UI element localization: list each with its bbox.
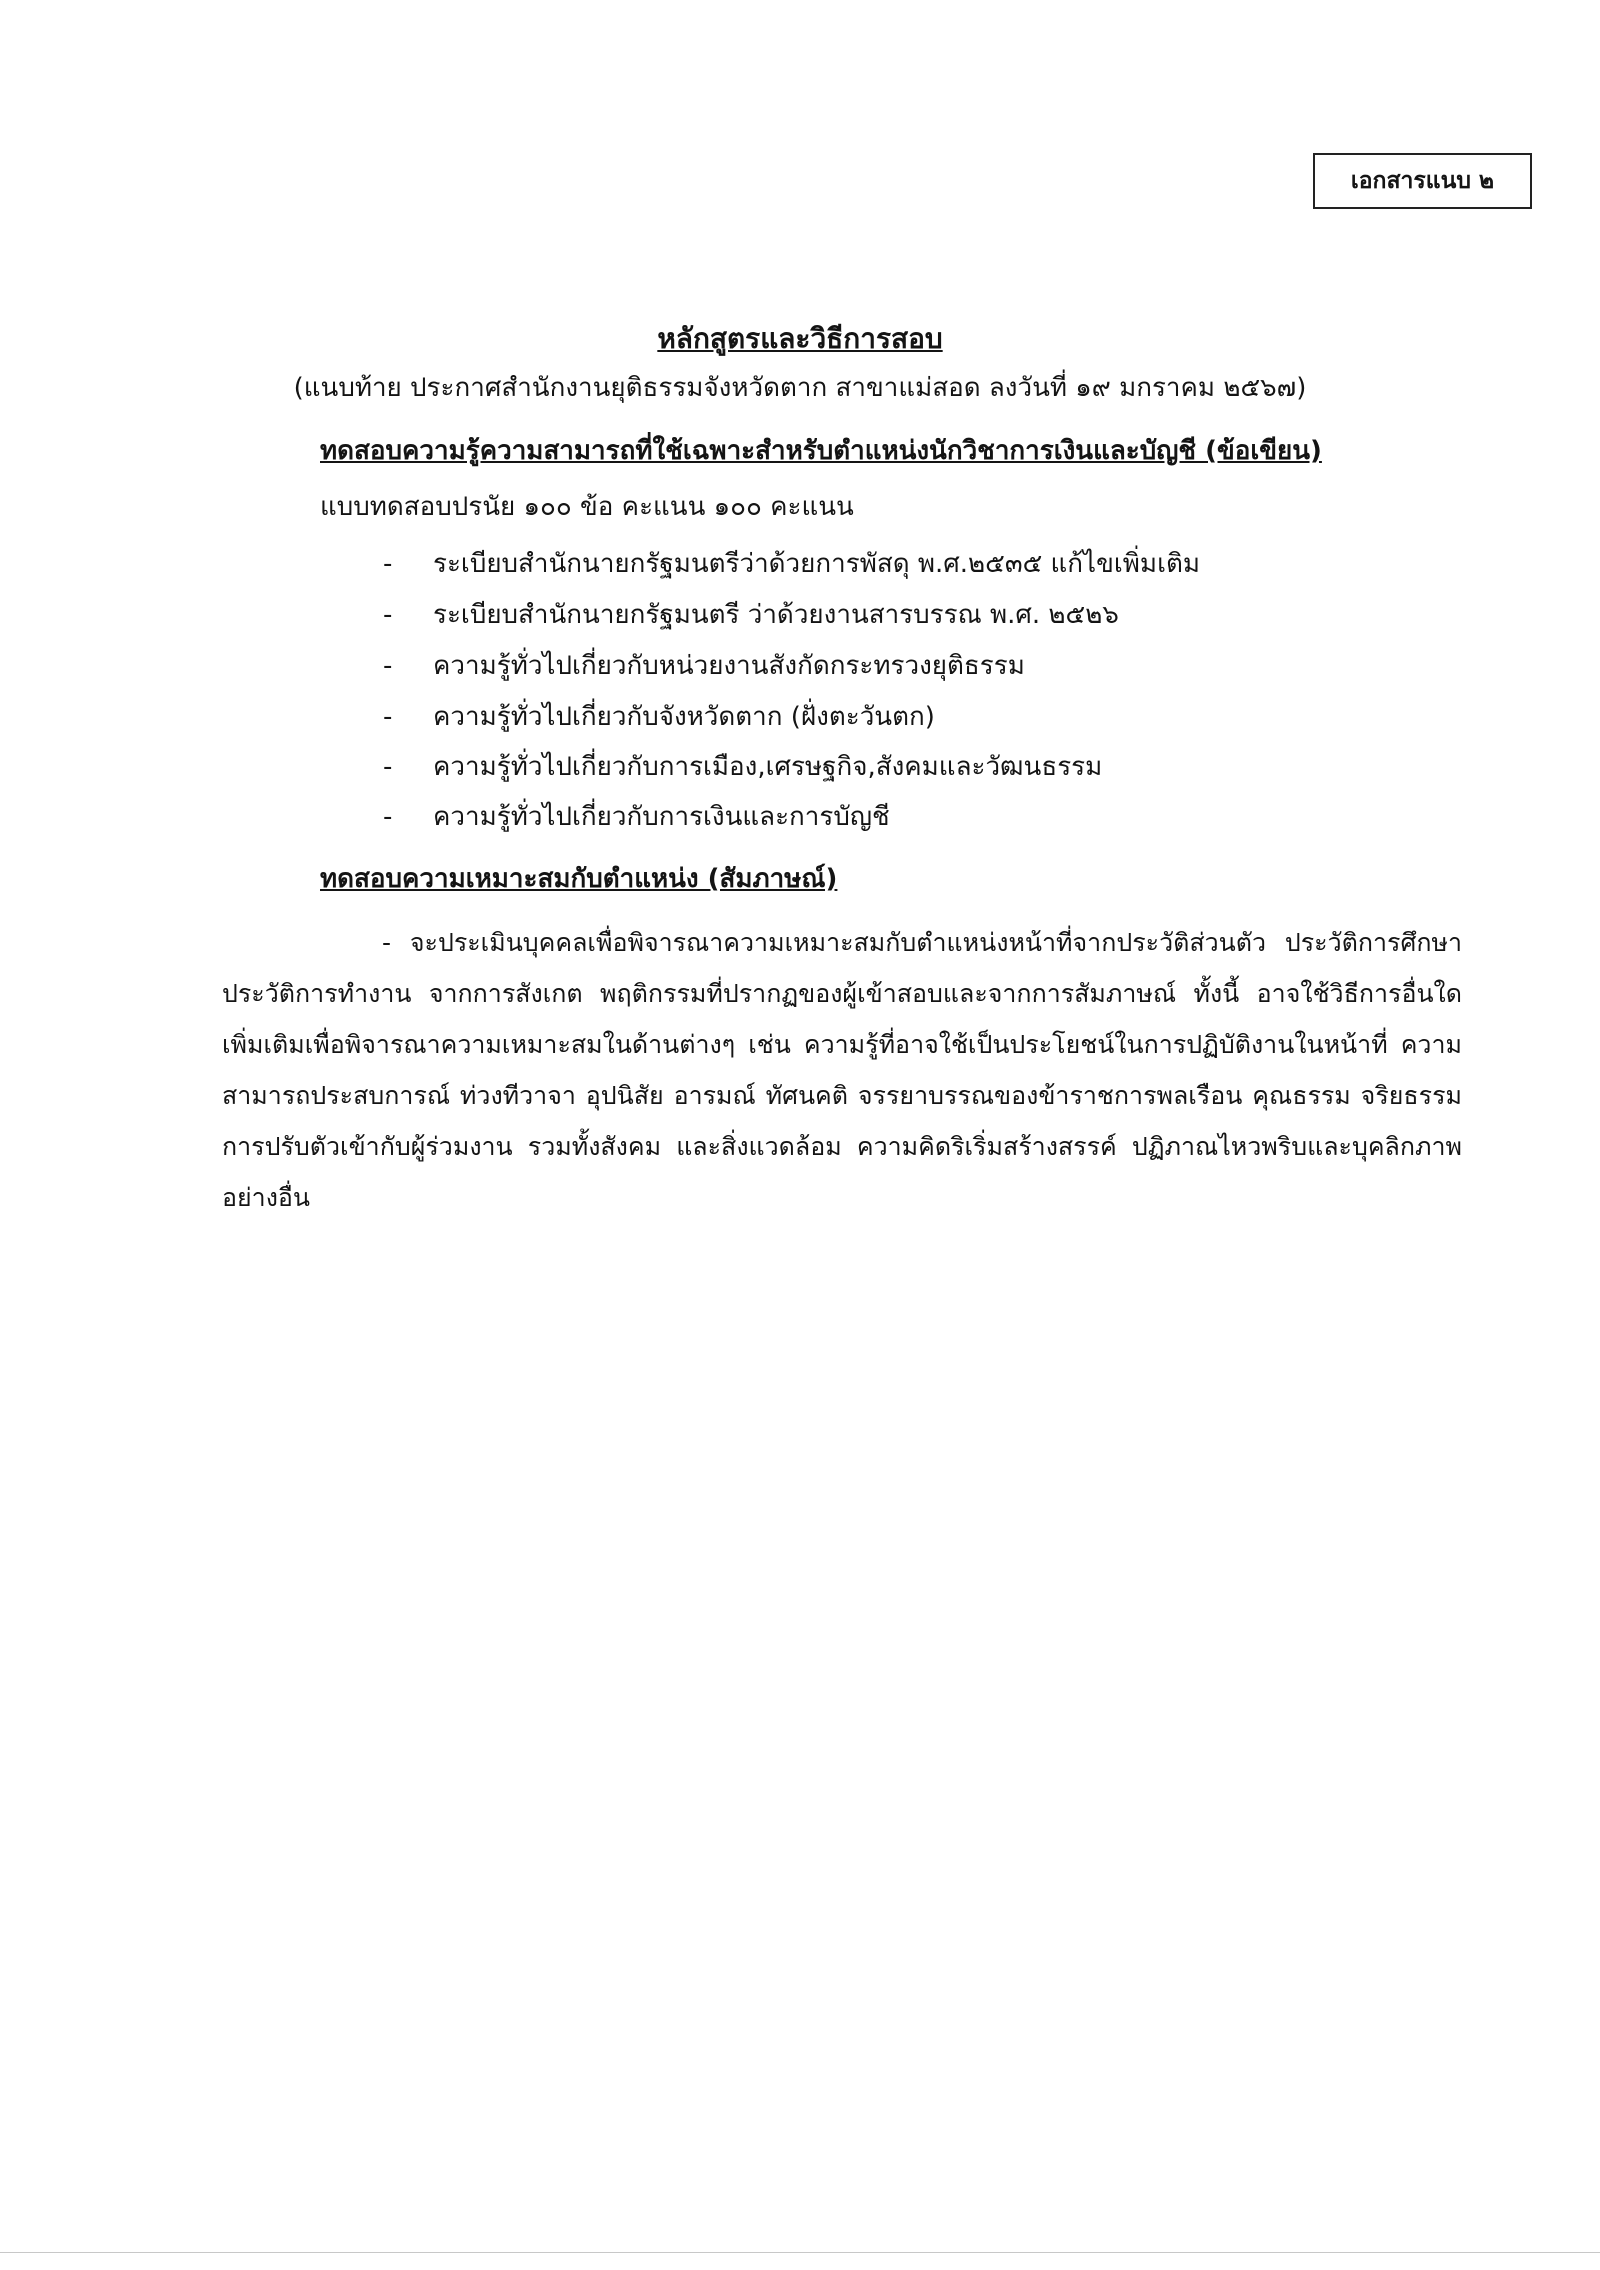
- list-item-text: ความรู้ทั่วไปเกี่ยวกับการเงินและการบัญชี: [433, 802, 890, 832]
- section2-paragraph: [222, 917, 1462, 1223]
- page-bottom-edge: [0, 2252, 1600, 2253]
- document-subtitle: (แนบท้าย ประกาศสำนักงานยุติธรรมจังหวัดตาก สาขาแม่สอด ลงวันที่ ๑๙ มกราคม ๒๕๖๗): [293, 373, 1307, 403]
- section2-heading: ทดสอบความเหมาะสมกับตำแหน่ง (สัมภาษณ์): [320, 864, 838, 894]
- list-bullet: -: [383, 600, 393, 630]
- paragraph-text: - จะประเมินบุคคลเพื่อพิจารณาความเหมาะสมกับตำแหน่งหน้าที่จากประวัติส่วนตัว ประวัติการศึกษา ประวัติการทำงาน จากการสังเกต พฤติกรรมที่ปรากฏของผู้เข้าสอบและจากการสัมภาษณ์ ทั้งนี้ อาจใช้วิธีการอื่นใดเพิ่มเติมเพื่อพิจารณาความเหมาะสมในด้านต่างๆ เช่น ความรู้ที่อาจใช้เป็นประโยชน์ในการปฏิบัติงานในหน้าที่ ความสามารถประสบการณ์ ท่วงทีวาจา อุปนิสัย อารมณ์ ทัศนคติ จรรยาบรรณของข้าราชการพลเรือน คุณธรรม จริยธรรม การปรับตัวเข้ากับผู้ร่วมงาน รวมทั้งสังคม และสิ่งแวดล้อม ความคิดริเริ่มสร้างสรรค์ ปฏิภาณไหวพริบและบุคลิกภาพอย่างอื่น: [222, 928, 1462, 1212]
- list-bullet: -: [383, 549, 393, 579]
- list-item-text: ระเบียบสำนักนายกรัฐมนตรี ว่าด้วยงานสารบรรณ พ.ศ. ๒๕๒๖: [433, 600, 1119, 630]
- list-bullet: -: [383, 802, 393, 832]
- document-title: หลักสูตรและวิธีการสอบ: [657, 322, 943, 355]
- section1-heading: ทดสอบความรู้ความสามารถที่ใช้เฉพาะสำหรับตำแหน่งนักวิชาการเงินและบัญชี (ข้อเขียน): [320, 436, 1322, 466]
- list-bullet: -: [383, 752, 393, 782]
- list-item-text: ความรู้ทั่วไปเกี่ยวกับหน่วยงานสังกัดกระทรวงยุติธรรม: [433, 651, 1025, 681]
- list-item-text: ความรู้ทั่วไปเกี่ยวกับจังหวัดตาก (ฝั่งตะวันตก): [433, 702, 935, 732]
- attachment-label: เอกสารแนบ ๒: [1313, 153, 1532, 209]
- list-bullet: -: [383, 702, 393, 732]
- list-bullet: -: [383, 651, 393, 681]
- section1-intro: แบบทดสอบปรนัย ๑๐๐ ข้อ คะแนน ๑๐๐ คะแนน: [320, 492, 854, 522]
- list-item-text: ความรู้ทั่วไปเกี่ยวกับการเมือง,เศรษฐกิจ,สังคมและวัฒนธรรม: [433, 752, 1103, 782]
- list-item-text: ระเบียบสำนักนายกรัฐมนตรีว่าด้วยการพัสดุ พ.ศ.๒๕๓๕ แก้ไขเพิ่มเติม: [433, 549, 1200, 579]
